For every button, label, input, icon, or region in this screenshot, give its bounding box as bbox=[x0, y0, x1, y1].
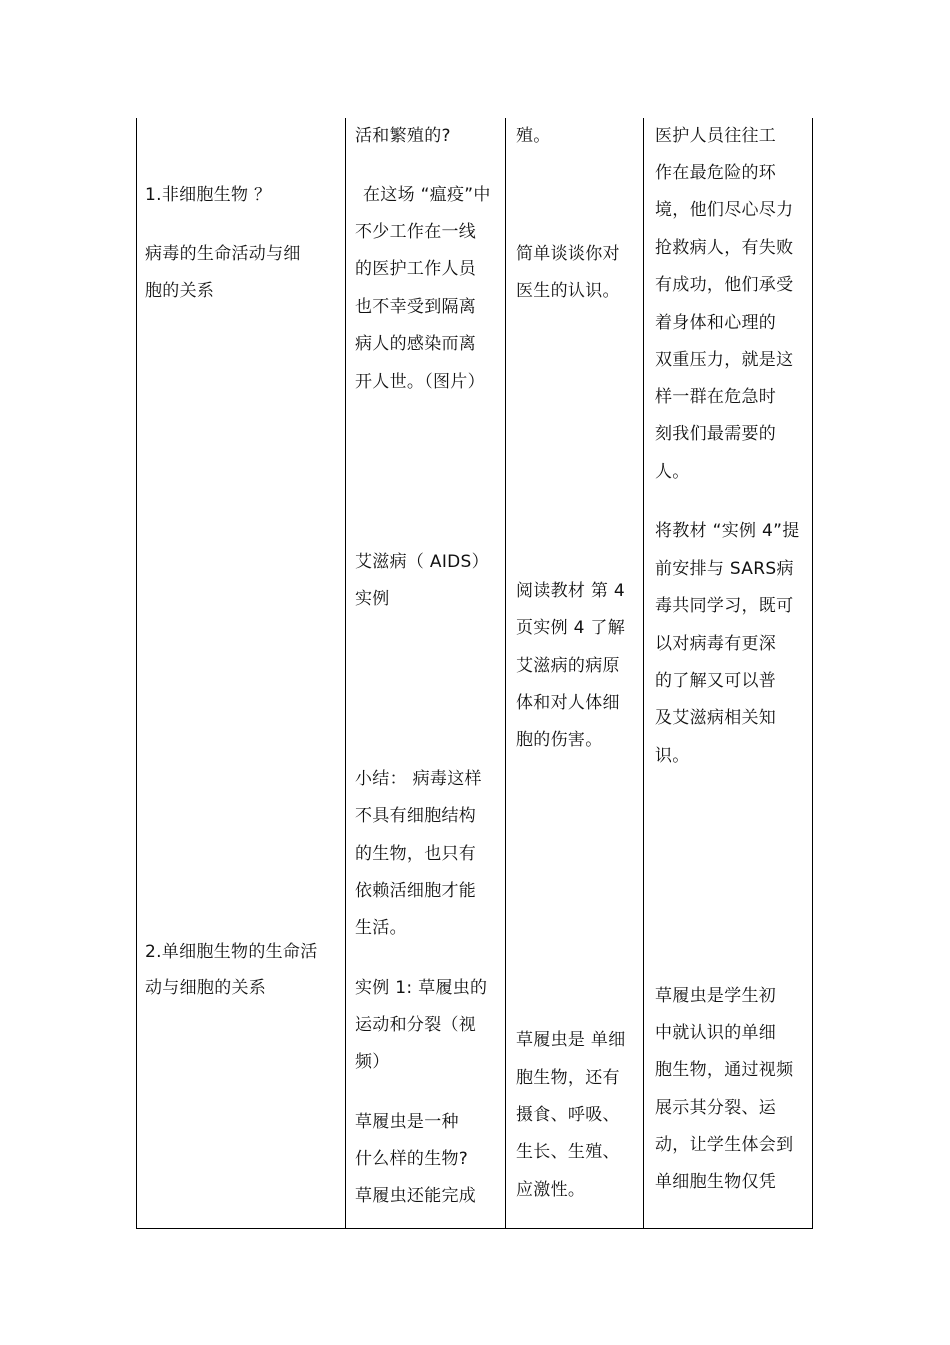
col3-read-3: 艾滋病的病原 bbox=[516, 656, 620, 676]
table-border-left bbox=[136, 118, 137, 1229]
col4-textbook-6: 及艾滋病相关知 bbox=[655, 708, 777, 728]
col4-textbook-3: 毒共同学习，既可 bbox=[655, 596, 794, 616]
col2-aids-2: 实例 bbox=[355, 589, 390, 609]
col3-doctor-2: 医生的认识。 bbox=[516, 281, 620, 301]
col2-example1-2: 运动和分裂（视 bbox=[355, 1015, 477, 1035]
col2-example1-1: 实例 1: 草履虫的 bbox=[355, 978, 488, 998]
col4-medical-7: 双重压力，就是这 bbox=[655, 350, 794, 370]
col2-sars-4: 也不幸受到隔离 bbox=[355, 297, 477, 317]
col4-medical-2: 作在最危险的环 bbox=[655, 163, 777, 183]
col3-read-1: 阅读教材 第 4 bbox=[516, 581, 626, 601]
col2-question-1: 草履虫是一种 bbox=[355, 1112, 459, 1132]
col2-sars-2: 不少工作在一线 bbox=[355, 222, 477, 242]
col4-paramecium-note-1: 草履虫是学生初 bbox=[655, 986, 777, 1006]
col4-medical-10: 人。 bbox=[655, 462, 690, 482]
col4-textbook-1: 将教材 “实例 4”提 bbox=[655, 521, 800, 541]
col1-virus-line1: 病毒的生命活动与细 bbox=[145, 244, 301, 264]
col3-read-2: 页实例 4 了解 bbox=[516, 618, 626, 638]
col2-question-2: 什么样的生物? bbox=[355, 1149, 469, 1169]
col1-q2-line1: 2.单细胞生物的生命活 bbox=[145, 942, 318, 962]
col2-sars-3: 的医护工作人员 bbox=[355, 259, 477, 279]
col2-sars-1: 在这场 “瘟疫”中 bbox=[363, 185, 491, 205]
col3-read-4: 体和对人体细 bbox=[516, 693, 620, 713]
col4-textbook-5: 的了解又可以普 bbox=[655, 671, 777, 691]
col2-sars-6: 开人世。（图片） bbox=[355, 372, 485, 392]
col2-summary-4: 依赖活细胞才能 bbox=[355, 881, 477, 901]
col4-textbook-7: 识。 bbox=[655, 746, 690, 766]
col2-example1-3: 频） bbox=[355, 1052, 390, 1072]
col2-question-3: 草履虫还能完成 bbox=[355, 1186, 477, 1206]
table-border-bottom bbox=[136, 1228, 813, 1229]
col4-medical-6: 着身体和心理的 bbox=[655, 313, 777, 333]
col3-top: 殖。 bbox=[516, 126, 551, 146]
col4-paramecium-note-6: 单细胞生物仅凭 bbox=[655, 1172, 777, 1192]
col4-medical-5: 有成功，他们承受 bbox=[655, 275, 794, 295]
col4-paramecium-note-2: 中就认识的单细 bbox=[655, 1023, 777, 1043]
col3-read-5: 胞的伤害。 bbox=[516, 730, 603, 750]
table-divider-1 bbox=[345, 118, 346, 1229]
col4-paramecium-note-5: 动，让学生体会到 bbox=[655, 1135, 794, 1155]
col2-summary-1: 小结： 病毒这样 bbox=[355, 769, 482, 789]
table-divider-3 bbox=[643, 118, 644, 1229]
col4-medical-1: 医护人员往往工 bbox=[655, 126, 777, 146]
col3-paramecium-5: 应激性。 bbox=[516, 1180, 586, 1200]
col4-paramecium-note-3: 胞生物，通过视频 bbox=[655, 1060, 794, 1080]
col3-paramecium-2: 胞生物，还有 bbox=[516, 1068, 620, 1088]
col4-medical-3: 境，他们尽心尽力 bbox=[655, 200, 794, 220]
table-divider-2 bbox=[505, 118, 506, 1229]
col1-virus-line2: 胞的关系 bbox=[145, 281, 215, 301]
col4-medical-9: 刻我们最需要的 bbox=[655, 424, 777, 444]
col4-textbook-4: 以对病毒有更深 bbox=[655, 634, 777, 654]
col1-q1: 1.非细胞生物 ？ bbox=[145, 185, 272, 205]
col3-paramecium-1: 草履虫是 单细 bbox=[516, 1030, 626, 1050]
col2-sars-5: 病人的感染而离 bbox=[355, 334, 477, 354]
col2-summary-2: 不具有细胞结构 bbox=[355, 806, 477, 826]
col2-top: 活和繁殖的? bbox=[355, 126, 451, 146]
col2-aids-1: 艾滋病（ AIDS） bbox=[355, 552, 489, 572]
col4-textbook-2: 前安排与 SARS病 bbox=[655, 559, 794, 579]
col3-paramecium-3: 摄食、呼吸、 bbox=[516, 1105, 620, 1125]
table-border-right bbox=[812, 118, 813, 1229]
col3-doctor-1: 简单谈谈你对 bbox=[516, 244, 620, 264]
col2-summary-5: 生活。 bbox=[355, 918, 407, 938]
col4-medical-8: 样一群在危急时 bbox=[655, 387, 777, 407]
col4-paramecium-note-4: 展示其分裂、运 bbox=[655, 1098, 777, 1118]
col4-medical-4: 抢救病人，有失败 bbox=[655, 238, 794, 258]
col1-q2-line2: 动与细胞的关系 bbox=[145, 978, 267, 998]
col3-paramecium-4: 生长、生殖、 bbox=[516, 1142, 620, 1162]
col2-summary-3: 的生物，也只有 bbox=[355, 844, 477, 864]
